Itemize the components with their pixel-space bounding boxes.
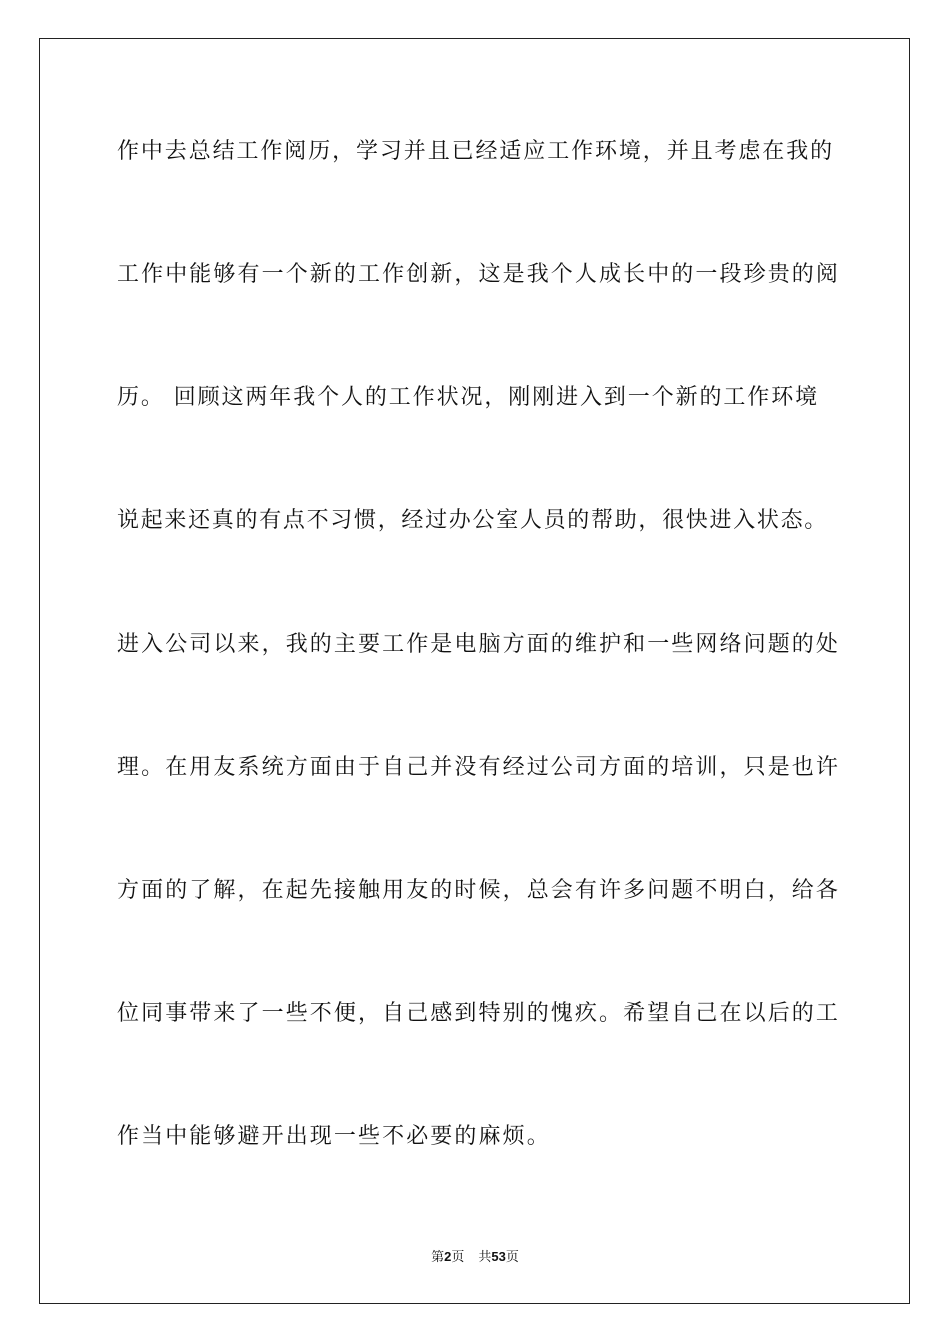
total-pages-prefix: 共 <box>478 1250 492 1265</box>
body-line: 进入公司以来，我的主要工作是电脑方面的维护和一些网络问题的处 <box>117 632 841 657</box>
page-footer <box>0 1246 950 1265</box>
total-pages: 53 <box>491 1249 506 1264</box>
body-line: 理。在用友系统方面由于自己并没有经过公司方面的培训，只是也许 <box>117 755 841 780</box>
body-line: 作中去总结工作阅历，学习并且已经适应工作环境，并且考虑在我的 <box>117 139 835 164</box>
page-number-prefix: 第 <box>431 1250 445 1265</box>
page-number-suffix: 页 <box>451 1250 465 1265</box>
total-pages-suffix: 页 <box>505 1250 519 1265</box>
page-number: 2 <box>444 1249 452 1264</box>
body-line: 说起来还真的有点不习惯，经过办公室人员的帮助，很快进入状态。 <box>117 508 829 533</box>
body-line: 历。 回顾这两年我个人的工作状况，刚刚进入到一个新的工作环境 <box>117 385 819 410</box>
body-line: 方面的了解，在起先接触用友的时候，总会有许多问题不明白，给各 <box>117 878 841 903</box>
page-border <box>39 38 910 1304</box>
body-line: 工作中能够有一个新的工作创新，这是我个人成长中的一段珍贵的阅 <box>117 262 841 287</box>
body-line: 位同事带来了一些不便，自己感到特别的愧疚。希望自己在以后的工 <box>117 1001 841 1026</box>
body-line: 作当中能够避开出现一些不必要的麻烦。 <box>117 1124 551 1149</box>
